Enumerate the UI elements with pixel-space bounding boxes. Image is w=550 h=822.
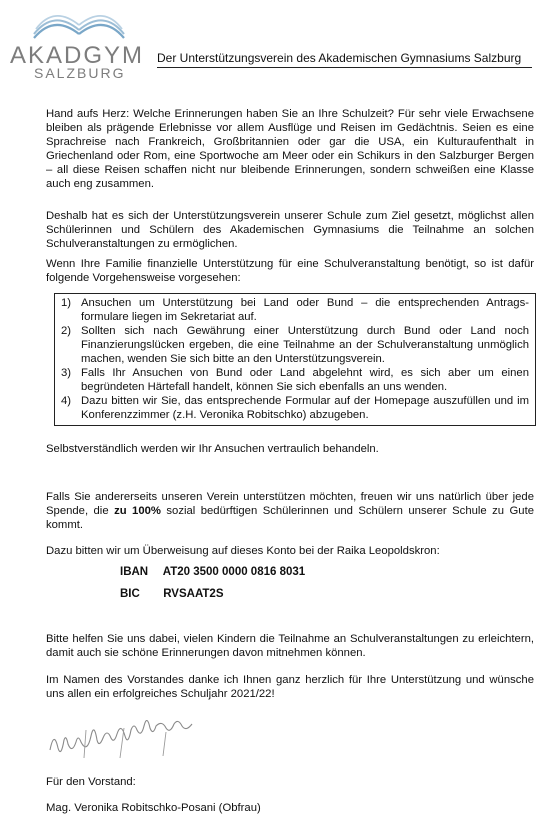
step-number: 3)	[61, 367, 72, 379]
step-number: 2)	[61, 325, 72, 337]
bank-details	[120, 565, 305, 609]
logo-city: SALZBURG	[34, 65, 126, 81]
step-text: Falls Ihr Ansuchen von Bund oder Land abgelehnt wird, es sich aber um einen begründeten Härtefall handelt, können Sie sich ebenfalls an uns wenden.	[81, 367, 529, 393]
donation-percent: zu 100%	[114, 505, 161, 517]
iban-label: IBAN	[120, 566, 149, 578]
list-item	[61, 394, 529, 422]
iban-row	[120, 565, 305, 587]
intro-paragraph: Hand aufs Herz: Welche Erinnerungen haben Sie an Ihre Schulzeit? Für sehr viele Erwachsene bleiben als prägende Erlebnisse vor allem Ausflüge und Reisen im Gedächtnis. Seien es eine Sprachreise nach Frankreich, Großbritannien oder gar die USA, ein Kulturaufenthalt in Griechenland oder Rom, eine Sportwoche am Meer oder ein Schikurs in den Salzburger Bergen – all diese Reisen schaffen nicht nur bleibende Erinnerungen, sondern schweißen eine Klasse auch eng zusammen.	[46, 108, 534, 190]
procedure-intro-paragraph: Wenn Ihre Familie finanzielle Unterstützung für eine Schulveranstaltung benötigt, so ist dafür folgende Vorgehensweise vorgesehen:	[46, 258, 534, 284]
handwritten-signature	[46, 720, 236, 764]
goal-paragraph: Deshalb hat es sich der Unterstützungsverein unserer Schule zum Ziel gesetzt, möglichst allen Schülerinnen und Schülern des Akademischen Gymnasiums die Teilnahme an solchen Schulveranstaltungen zu ermöglichen.	[46, 210, 534, 250]
bic-row	[120, 587, 305, 609]
step-text: Dazu bitten wir Sie, das entsprechende Formular auf der Homepage auszufüllen und im Konferenzzimmer (z.H. Veronika Robitschko) abzugeben.	[81, 395, 529, 421]
bic-value: RVSAAT2S	[163, 588, 224, 600]
school-logo	[4, 4, 154, 82]
procedure-steps-list	[61, 296, 529, 422]
closing-line: Für den Vorstand:	[46, 776, 136, 788]
transfer-paragraph: Dazu bitten wir um Überweisung auf dieses Konto bei der Raika Leopoldskron:	[46, 545, 440, 557]
thanks-paragraph: Im Namen des Vorstandes danke ich Ihnen ganz herzlich für Ihre Unterstützung und wünsche uns allen ein erfolgreiches Schuljahr 2021/22!	[46, 674, 534, 700]
step-text: Sollten sich nach Gewährung einer Unterstützung durch Bund oder Land noch Finanzierungslücken ergeben, die eine Teilnahme an der Schulveranstaltung unmöglich machen, wenden Sie sich bitte an den Unterstützungsverein.	[81, 325, 529, 365]
appeal-paragraph: Bitte helfen Sie uns dabei, vielen Kindern die Teilnahme an Schulveranstaltungen zu erleichtern, damit auch sie schöne Erinnerungen davon mitnehmen können.	[46, 633, 534, 659]
list-item	[61, 296, 529, 324]
bic-label: BIC	[120, 588, 140, 600]
donation-text-start: Falls Sie andererseits unseren Verein unterstützen möchten, freuen wir uns natürlich über jede Spende, die	[46, 491, 534, 517]
step-number: 4)	[61, 395, 72, 407]
donation-paragraph	[46, 490, 534, 532]
list-item	[61, 324, 529, 366]
procedure-steps-box	[54, 293, 536, 426]
logo-name: AKADGYM	[10, 42, 145, 69]
step-text: Ansuchen um Unterstützung bei Land oder Bund – die entsprechenden Antrags-formulare liegen im Sekretariat auf.	[81, 297, 529, 323]
iban-value: AT20 3500 0000 0816 8031	[162, 566, 306, 578]
book-arcs-icon	[4, 4, 154, 44]
signer-name: Mag. Veronika Robitschko-Posani (Obfrau)	[46, 802, 261, 814]
letterhead-title: Der Unterstützungsverein des Akademischen Gymnasiums Salzburg	[157, 51, 532, 68]
step-number: 1)	[61, 297, 72, 309]
donation-text-end: sozial bedürftigen Schülerinnen und Schülern unserer Schule zu Gute kommt.	[46, 505, 534, 531]
confidential-paragraph: Selbstverständlich werden wir Ihr Ansuchen vertraulich behandeln.	[46, 443, 379, 455]
list-item	[61, 366, 529, 394]
